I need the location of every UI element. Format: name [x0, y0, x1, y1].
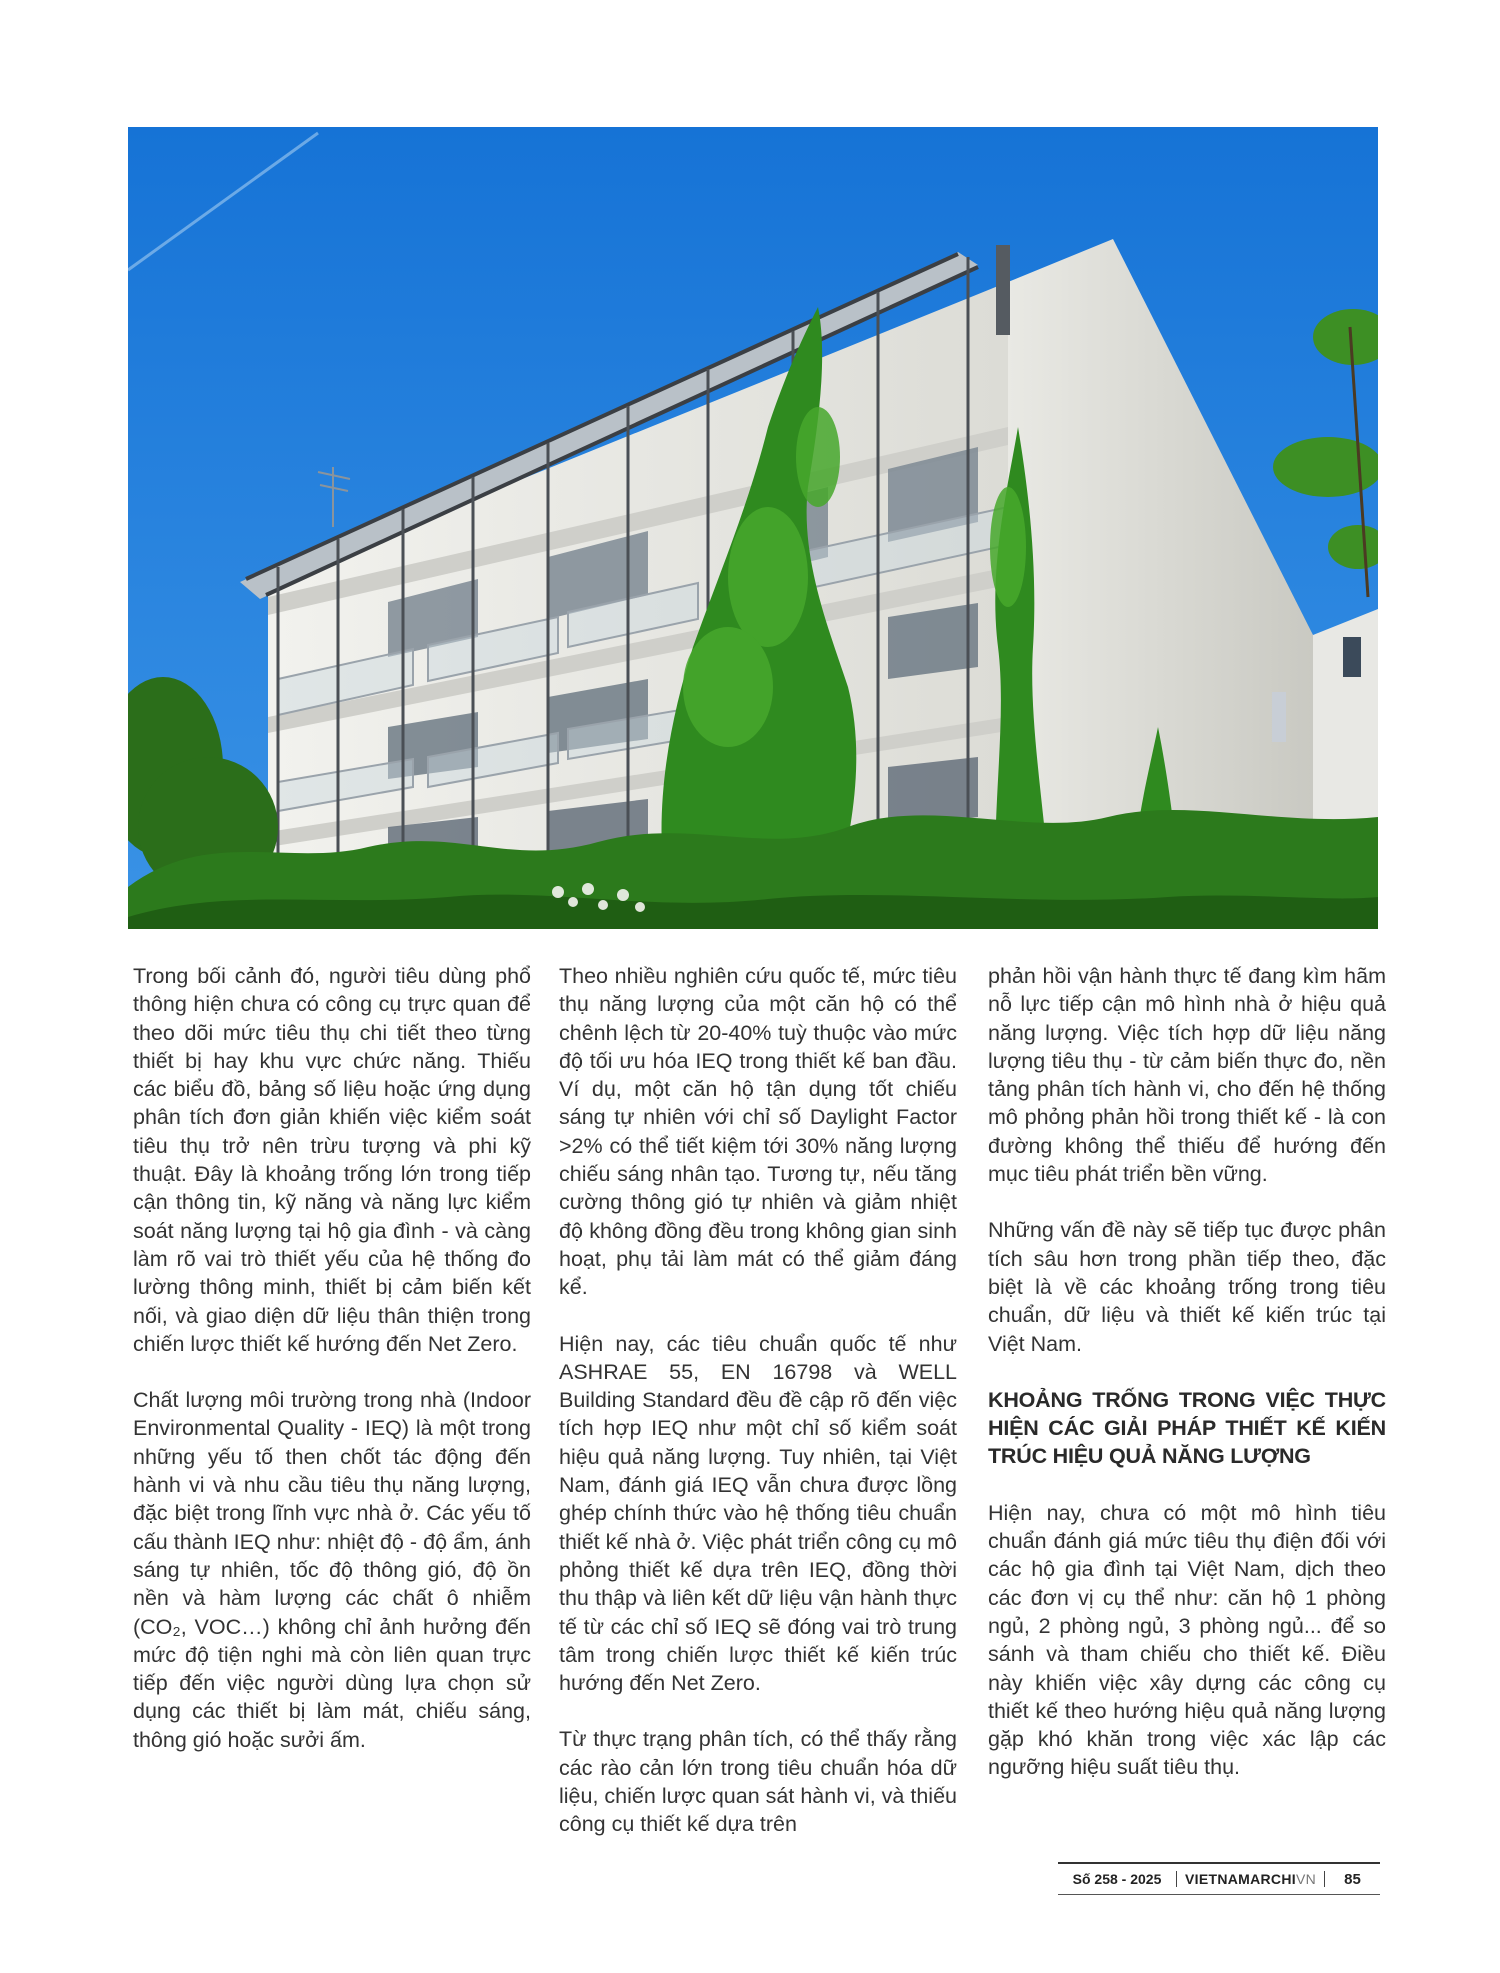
page-number: 85: [1344, 1870, 1361, 1888]
text-column-2: [559, 962, 957, 1867]
paragraph: Trong bối cảnh đó, người tiêu dùng phổ thông hiện chưa có công cụ trực quan để theo dõi mức tiêu thụ chi tiết theo từng thiết bị hay khu vực chức năng. Thiếu các biểu đồ, bảng số liệu hoặc ứng dụng phân tích đơn giản khiến việc kiểm soát tiêu thụ trở nên trừu tượng và phi kỹ thuật. Đây là khoảng trống lớn trong tiếp cận thông tin, kỹ năng và năng lực kiểm soát năng lượng tại hộ gia đình - và càng làm rõ vai trò thiết yếu của hệ thống đo lường thông minh, thiết bị cảm biến kết nối, và giao diện dữ liệu thân thiện trong chiến lược thiết kế hướng đến Net Zero.: [133, 964, 531, 1356]
paragraph: phản hồi vận hành thực tế đang kìm hãm nỗ lực tiếp cận mô hình nhà ở hiệu quả năng lượng. Việc tích hợp dữ liệu năng lượng tiêu thụ - từ cảm biến thực đo, nền tảng phân tích hành vi, cho đến hệ thống mô phỏng phản hồi trong thiết kế - là con đường không thể thiếu để hướng đến mục tiêu phát triển bền vững.: [988, 964, 1386, 1187]
text-column-1: [133, 962, 531, 1782]
text-column-3: [988, 962, 1386, 1810]
publication-site: [1176, 1871, 1325, 1887]
paragraph: Từ thực trạng phân tích, có thể thấy rằng các rào cản lớn trong tiêu chuẩn hóa dữ liệu, chiến lược quan sát hành vi, và thiếu công cụ thiết kế dựa trên: [559, 1727, 957, 1837]
page-footer: [1058, 1862, 1380, 1895]
paragraph: Hiện nay, chưa có một mô hình tiêu chuẩn đánh giá mức tiêu thụ điện đối với các hộ gia đình tại Việt Nam, dịch theo các đơn vị cụ thể như: căn hộ 1 phòng ngủ, 2 phòng ngủ, 3 phòng ngủ... để so sánh và tham chiếu cho thiết kế. Điều này khiến việc xây dựng các công cụ thiết kế theo hướng hiệu quả năng lượng gặp khó khăn trong việc xác lập các ngưỡng hiệu suất tiêu thụ.: [988, 1500, 1386, 1780]
site-suffix: VN: [1295, 1871, 1316, 1887]
issue-number: Số 258 - 2025: [1072, 1871, 1162, 1887]
paragraph: Hiện nay, các tiêu chuẩn quốc tế như ASHRAE 55, EN 16798 và WELL Building Standard đều đề cập rõ đến việc tích hợp IEQ như một chỉ số kiểm soát hiệu quả năng lượng. Tuy nhiên, tại Việt Nam, đánh giá IEQ vẫn chưa được lồng ghép chính thức vào hệ thống tiêu chuẩn thiết kế nhà ở. Việc phát triển công cụ mô phỏng thiết kế dựa trên IEQ, đồng thời thu thập và liên kết dữ liệu vận hành thực tế từ các chỉ số IEQ sẽ đóng vai trò trung tâm trong chiến lược thiết kế kiến trúc hướng đến Net Zero.: [559, 1331, 957, 1696]
paragraph: Chất lượng môi trường trong nhà (Indoor Environmental Quality - IEQ) là một trong những yếu tố then chốt tác động đến hành vi và nhu cầu tiêu thụ năng lượng, đặc biệt trong lĩnh vực nhà ở. Các yếu tố cấu thành IEQ như: nhiệt độ - độ ẩm, ánh sáng tự nhiên, tốc độ thông gió, độ ồn nền và hàm lượng các chất ô nhiễm (CO₂, VOC…) không chỉ ảnh hưởng đến mức độ tiện nghi mà còn liên quan trực tiếp đến việc người dùng lựa chọn sử dụng các thiết bị làm mát, chiếu sáng, thông gió hoặc sưởi ấm.: [133, 1388, 531, 1752]
site-name: VIETNAMARCHI: [1185, 1871, 1296, 1887]
section-heading: KHOẢNG TRỐNG TRONG VIỆC THỰC HIỆN CÁC GIẢI PHÁP THIẾT KẾ KIẾN TRÚC HIỆU QUẢ NĂNG LƯỢNG: [988, 1387, 1386, 1469]
paragraph: Theo nhiều nghiên cứu quốc tế, mức tiêu thụ năng lượng của một căn hộ có thể chênh lệch từ 20-40% tuỳ thuộc vào mức độ tối ưu hóa IEQ trong thiết kế ban đầu. Ví dụ, một căn hộ tận dụng tốt chiếu sáng tự nhiên với chỉ số Daylight Factor >2% có thể tiết kiệm tới 30% năng lượng chiếu sáng nhân tạo. Tương tự, nếu tăng cường thông gió tự nhiên và giảm nhiệt độ không đồng đều trong không gian sinh hoạt, phụ tải làm mát có thể giảm đáng kể.: [559, 964, 957, 1300]
building-photo: [128, 127, 1378, 929]
paragraph: Những vấn đề này sẽ tiếp tục được phân tích sâu hơn trong phần tiếp theo, đặc biệt là về các khoảng trống trong tiêu chuẩn, dữ liệu và thiết kế kiến trúc tại Việt Nam.: [988, 1218, 1386, 1356]
building-photo-illustration: [128, 127, 1378, 929]
